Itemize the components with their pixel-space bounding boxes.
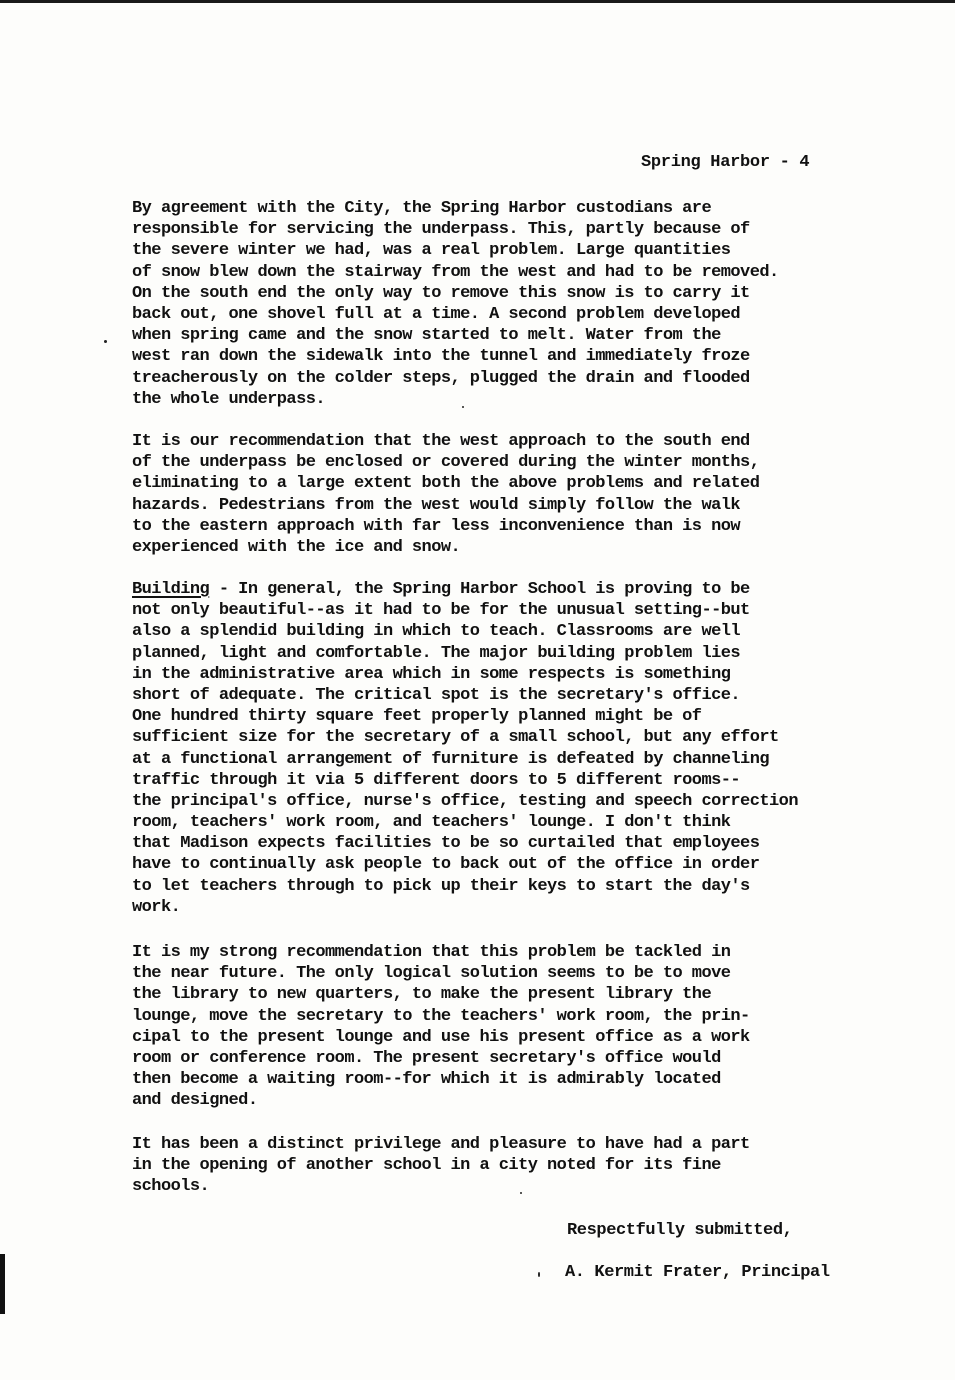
- text-line: schools.: [132, 1177, 210, 1197]
- text-line: room or conference room. The present secretary's office would: [132, 1048, 721, 1068]
- text-line: when spring came and the snow started to melt. Water from the: [132, 326, 721, 346]
- text-line: in the opening of another school in a city noted for its fine: [132, 1156, 721, 1176]
- text-line: the principal's office, nurse's office, testing and speech correction: [132, 791, 798, 811]
- text-line: to the eastern approach with far less inconvenience than is now: [132, 516, 741, 536]
- text-line: also a splendid building in which to teach. Classrooms are well: [132, 622, 741, 642]
- page-header: Spring Harbor - 4: [641, 153, 810, 172]
- text-line: at a functional arrangement of furniture is defeated by channeling: [132, 749, 770, 769]
- paragraph-underpass: [132, 199, 872, 411]
- text-line: By agreement with the City, the Spring Harbor custodians are: [132, 199, 712, 218]
- text-fragment: - In general, the Spring Harbor School is proving to be: [209, 580, 750, 599]
- text-line: treacherously on the colder steps, plugged the drain and flooded: [132, 368, 750, 388]
- text-line: It is our recommendation that the west approach to the south end: [132, 432, 750, 451]
- text-line: hazards. Pedestrians from the west would simply follow the walk: [132, 495, 741, 515]
- text-line: It is my strong recommendation that this problem be tackled in: [132, 943, 731, 962]
- paragraph-privilege: [132, 1135, 872, 1199]
- text-line: sufficient size for the secretary of a small school, but any effort: [132, 728, 779, 748]
- text-line: to let teachers through to pick up their keys to start the day's: [132, 876, 750, 896]
- text-line: traffic through it via 5 different doors to 5 different rooms--: [132, 770, 741, 790]
- text-line: responsible for servicing the underpass. This, partly because of: [132, 220, 750, 240]
- scan-speck: [104, 340, 107, 343]
- text-line: in the administrative area which in some respects is something: [132, 664, 731, 684]
- text-line: On the south end the only way to remove this snow is to carry it: [132, 283, 750, 303]
- text-line: have to continually ask people to back out of the office in order: [132, 855, 760, 875]
- text-line: and designed.: [132, 1091, 258, 1111]
- text-line: planned, light and comfortable. The major building problem lies: [132, 643, 741, 663]
- text-line: then become a waiting room--for which it is admirably located: [132, 1070, 721, 1090]
- text-line: back out, one shovel full at a time. A second problem developed: [132, 304, 741, 324]
- text-line: short of adequate. The critical spot is the secretary's office.: [132, 685, 741, 705]
- text-line: room, teachers' work room, and teachers' lounge. I don't think: [132, 813, 731, 833]
- paragraph-strong-recommendation: [132, 943, 872, 1113]
- text-line: the library to new quarters, to make the present library the: [132, 985, 712, 1005]
- text-line: of snow blew down the stairway from the west and had to be removed.: [132, 262, 779, 282]
- text-line: work.: [132, 897, 181, 917]
- text-line: cipal to the present lounge and use his present office as a work: [132, 1027, 750, 1047]
- text-line: eliminating to a large extent both the above problems and related: [132, 474, 760, 494]
- text-line: the near future. The only logical solution seems to be to move: [132, 964, 731, 984]
- scan-left-edge-mark: [0, 1254, 5, 1314]
- text-line: One hundred thirty square feet properly planned might be of: [132, 707, 702, 727]
- text-line: experienced with the ice and snow.: [132, 537, 461, 557]
- closing-salutation: Respectfully submitted,: [567, 1221, 793, 1240]
- text-line: the whole underpass.: [132, 389, 326, 409]
- text-line: west ran down the sidewalk into the tunnel and immediately froze: [132, 347, 750, 367]
- text-line: It has been a distinct privilege and pleasure to have had a part: [132, 1135, 750, 1154]
- text-line: of the underpass be enclosed or covered during the winter months,: [132, 453, 760, 473]
- paragraph-recommendation-underpass: [132, 432, 872, 559]
- paragraph-building: [132, 580, 872, 919]
- text-line: lounge, move the secretary to the teachers' work room, the prin-: [132, 1006, 750, 1026]
- text-line: that Madison expects facilities to be so curtailed that employees: [132, 834, 760, 854]
- scan-top-edge: [0, 0, 955, 3]
- text-line: not only beautiful--as it had to be for the unusual setting--but: [132, 601, 750, 621]
- scan-speck: [538, 1272, 540, 1277]
- text-line: the severe winter we had, was a real problem. Large quantities: [132, 241, 731, 261]
- section-heading-building: Building: [132, 580, 210, 599]
- text-line: [132, 580, 872, 601]
- signature-line: A. Kermit Frater, Principal: [565, 1263, 830, 1282]
